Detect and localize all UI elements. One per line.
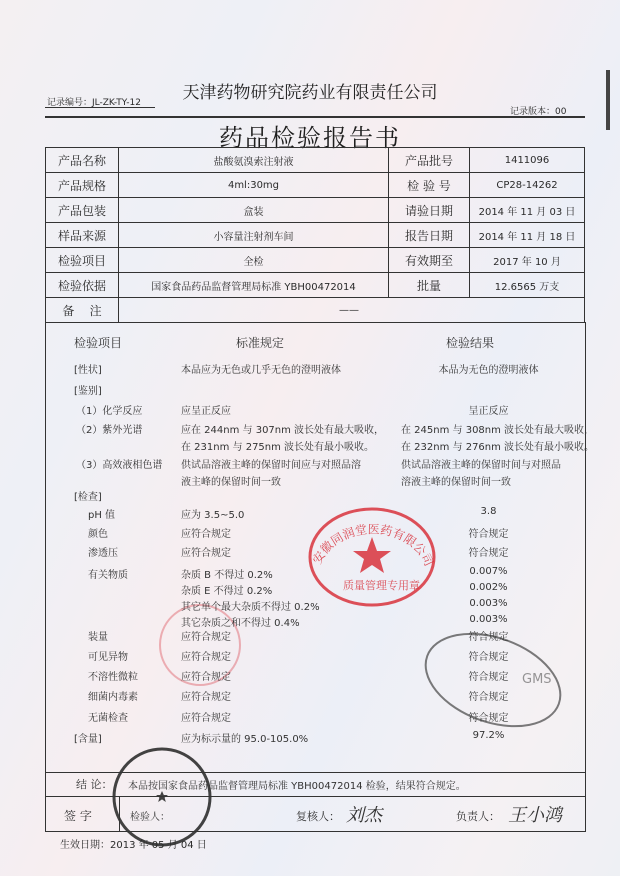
signature-row [45, 796, 586, 832]
result-item: 无菌检查 [88, 713, 128, 724]
spec: 4ml:30mg [119, 173, 389, 198]
manager-label: 负责人： [456, 810, 500, 823]
report-date-label: 报告日期 [389, 223, 470, 248]
result-value: 溶液主峰的保留时间一致 [401, 477, 511, 488]
batch-no-label: 产品批号 [389, 148, 470, 173]
reviewer-label: 复核人： [296, 810, 340, 823]
basis-label: 检验依据 [46, 273, 119, 298]
expiry-label: 有效期至 [389, 248, 470, 273]
product-name-label: 产品名称 [46, 148, 119, 173]
result-value: 本品为无色的澄明液体 [438, 365, 539, 376]
record-version: 记录版本：00 [510, 107, 567, 117]
result-standard: 应符合规定 [181, 692, 231, 703]
result-item: 渗透压 [88, 548, 118, 559]
result-standard: 供试品溶液主峰的保留时间应与对照品溶 [181, 460, 361, 471]
results-section [45, 322, 595, 773]
conclusion-text: 本品按国家食品药品监督管理局标准 YBH00472014 检验，结果符合规定。 [128, 781, 466, 792]
result-item: 颜色 [88, 529, 108, 540]
source: 小容量注射剂车间 [119, 223, 389, 248]
result-standard: 在 231nm 与 275nm 波长处有最小吸收。 [181, 442, 375, 453]
result-item: pH 值 [88, 510, 116, 521]
result-standard: 应符合规定 [181, 652, 231, 663]
conclusion-label: 结 论： [76, 778, 113, 791]
record-number: 记录编号：JL-ZK-TY-12 [47, 98, 141, 108]
quality-stamp-text: 安徽同润堂医药有限公司 [310, 522, 437, 569]
source-label: 样品来源 [46, 223, 119, 248]
result-standard: 其它单个最大杂质不得过 0.2% [181, 602, 320, 613]
result-standard: 杂质 E 不得过 0.2% [181, 586, 273, 597]
items-label: 检验项目 [46, 248, 119, 273]
conclusion-row [45, 772, 586, 796]
result-value: 0.002% [469, 582, 508, 593]
result-item: 有关物质 [88, 570, 128, 581]
result-value: 在 232nm 与 276nm 波长处有最小吸收。 [401, 442, 595, 453]
result-value: 呈正反应 [468, 406, 509, 417]
result-item: [检查] [74, 492, 102, 503]
col-item-header: 检验项目 [74, 336, 123, 350]
result-item: 不溶性微粒 [88, 672, 138, 683]
result-value: 符合规定 [468, 652, 509, 663]
col-result-header: 检验结果 [446, 336, 495, 350]
test-no: CP28-14262 [470, 173, 585, 198]
expiry: 2017 年 10 月 [470, 248, 585, 273]
result-standard: 本品应为无色或几乎无色的澄明液体 [181, 365, 341, 376]
result-value: 符合规定 [468, 632, 509, 643]
result-standard: 应符合规定 [181, 529, 231, 540]
test-no-label: 检 验 号 [389, 173, 470, 198]
request-date: 2014 年 11 月 03 日 [470, 198, 585, 223]
result-standard: 其它杂质之和不得过 0.4% [181, 618, 300, 629]
result-value: 符合规定 [468, 548, 509, 559]
result-value: 3.8 [480, 506, 497, 517]
result-standard: 应为标示量的 95.0-105.0% [181, 734, 309, 745]
result-value: 符合规定 [468, 692, 509, 703]
product-name: 盐酸氨溴索注射液 [119, 148, 389, 173]
reviewer-signature: 刘杰 [346, 805, 382, 826]
result-standard: 应符合规定 [181, 672, 231, 683]
result-item: （2）紫外光谱 [76, 425, 143, 436]
batch-no: 1411096 [470, 148, 585, 173]
result-item: （3）高效液相色谱 [76, 460, 163, 471]
result-value: 在 245nm 与 308nm 波长处有最大吸收， [401, 425, 595, 436]
result-value: 0.007% [469, 566, 508, 577]
effective-date: 生效日期：2013 年 05 月 04 日 [60, 840, 207, 851]
result-standard: 应为 3.5~5.0 [181, 510, 245, 521]
package: 盒装 [119, 198, 389, 223]
result-value: 0.003% [469, 614, 508, 625]
signature-label: 签 字 [64, 809, 92, 823]
result-standard: 应符合规定 [181, 548, 231, 559]
result-standard: 应呈正反应 [181, 406, 231, 417]
remark-label: 备 注 [46, 298, 119, 323]
result-standard: 液主峰的保留时间一致 [181, 477, 281, 488]
result-item: 细菌内毒素 [88, 692, 138, 703]
company-name: 天津药物研究院药业有限责任公司 [182, 83, 438, 103]
result-value: 符合规定 [468, 529, 509, 540]
package-label: 产品包装 [46, 198, 119, 223]
report-date: 2014 年 11 月 18 日 [470, 223, 585, 248]
result-value: 供试品溶液主峰的保留时间与对照品 [401, 460, 561, 471]
result-value: 符合规定 [468, 713, 509, 724]
spec-label: 产品规格 [46, 173, 119, 198]
result-item: [性状] [74, 365, 102, 376]
request-date-label: 请验日期 [389, 198, 470, 223]
manager-signature: 王小鸿 [508, 805, 562, 826]
result-standard: 应符合规定 [181, 713, 231, 724]
result-item: 可见异物 [88, 652, 128, 663]
result-item: [鉴别] [74, 386, 102, 397]
basis: 国家食品药品监督管理局标准 YBH00472014 [119, 273, 389, 298]
result-standard: 应符合规定 [181, 632, 231, 643]
quantity-label: 批量 [389, 273, 470, 298]
col-standard-header: 标准规定 [236, 336, 285, 350]
quantity: 12.6565 万支 [470, 273, 585, 298]
divider [119, 797, 120, 831]
result-standard: 杂质 B 不得过 0.2% [181, 570, 273, 581]
result-value: 97.2% [472, 730, 505, 741]
result-value: 0.003% [469, 598, 508, 609]
report-title: 药品检验报告书 [219, 124, 401, 152]
info-table [45, 147, 585, 323]
inspector-label: 检验人： [130, 812, 170, 823]
remark: —— [119, 298, 585, 323]
result-item: （1）化学反应 [76, 406, 143, 417]
result-item: [含量] [74, 734, 102, 745]
result-item: 装量 [88, 632, 108, 643]
result-standard: 应在 244nm 与 307nm 波长处有最大吸收， [181, 425, 385, 436]
svg-text:质量管理专用章: 质量管理专用章 [343, 579, 420, 592]
svg-text:GMS: GMS [522, 672, 552, 687]
items: 全检 [119, 248, 389, 273]
result-value: 符合规定 [468, 672, 509, 683]
